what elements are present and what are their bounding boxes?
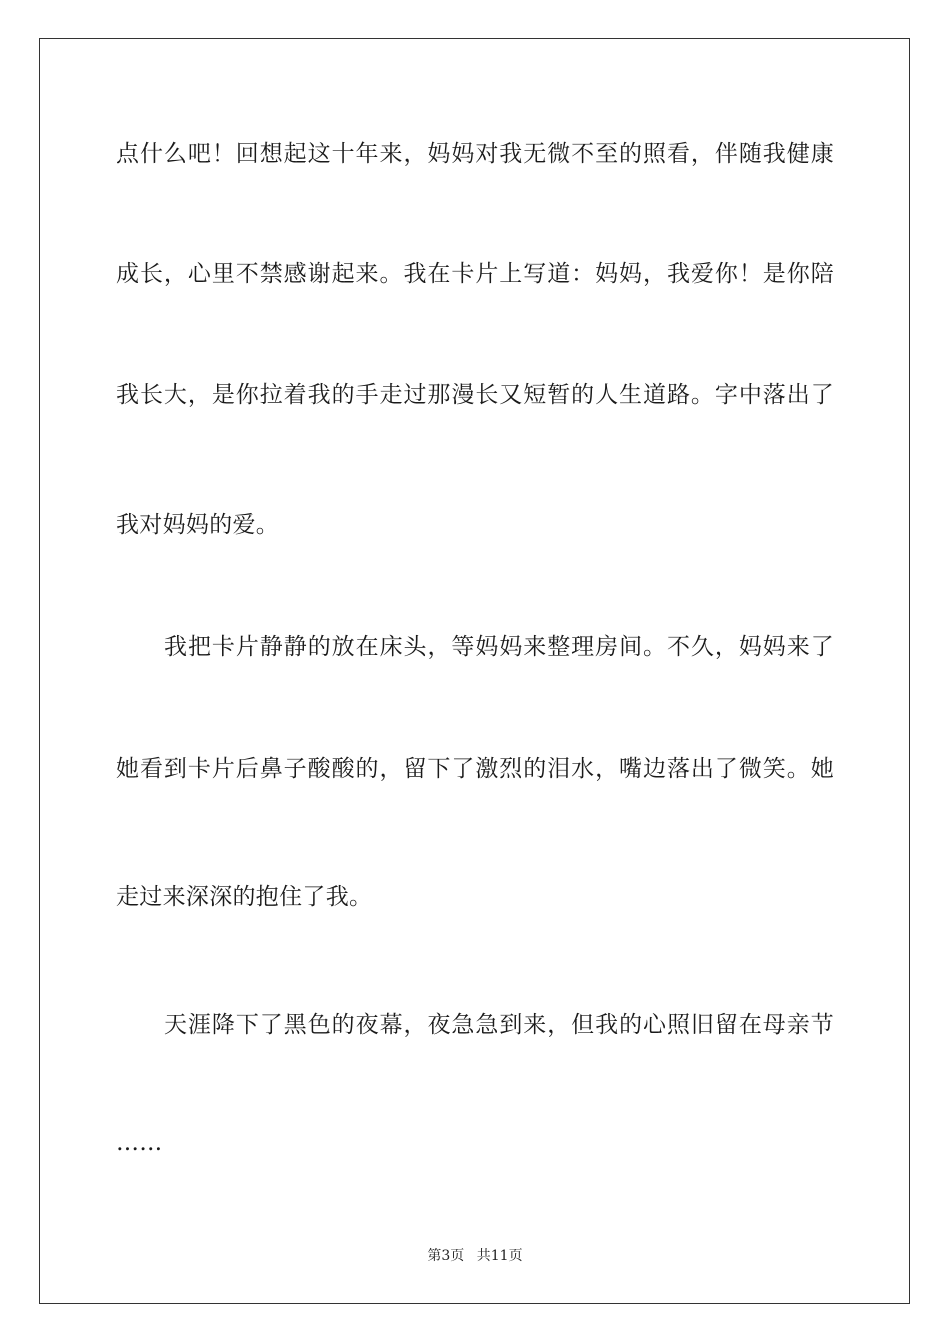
paragraph-line-1: 点什么吧！回想起这十年来，妈妈对我无微不至的照看，伴随我健康 bbox=[116, 141, 834, 167]
paragraph-line-4: 我对妈妈的爱。 bbox=[116, 512, 280, 538]
paragraph-line-6: 她看到卡片后鼻子酸酸的，留下了激烈的泪水，嘴边落出了微笑。她 bbox=[116, 756, 834, 782]
page-footer bbox=[0, 1246, 950, 1266]
paragraph-line-2: 成长，心里不禁感谢起来。我在卡片上写道：妈妈，我爱你！是你陪 bbox=[116, 261, 834, 287]
paragraph-line-7: 走过来深深的抱住了我。 bbox=[116, 884, 373, 910]
page-number: 第3页 bbox=[427, 1248, 465, 1264]
page-border bbox=[39, 38, 910, 1304]
paragraph-line-8: 天涯降下了黑色的夜幕，夜急急到来，但我的心照旧留在母亲节 bbox=[164, 1012, 834, 1038]
page-total: 共11页 bbox=[476, 1248, 523, 1264]
paragraph-line-3: 我长大，是你拉着我的手走过那漫长又短暂的人生道路。字中落出了 bbox=[116, 382, 834, 408]
paragraph-line-5: 我把卡片静静的放在床头，等妈妈来整理房间。不久，妈妈来了 bbox=[164, 634, 834, 660]
paragraph-line-9: …… bbox=[116, 1130, 163, 1156]
